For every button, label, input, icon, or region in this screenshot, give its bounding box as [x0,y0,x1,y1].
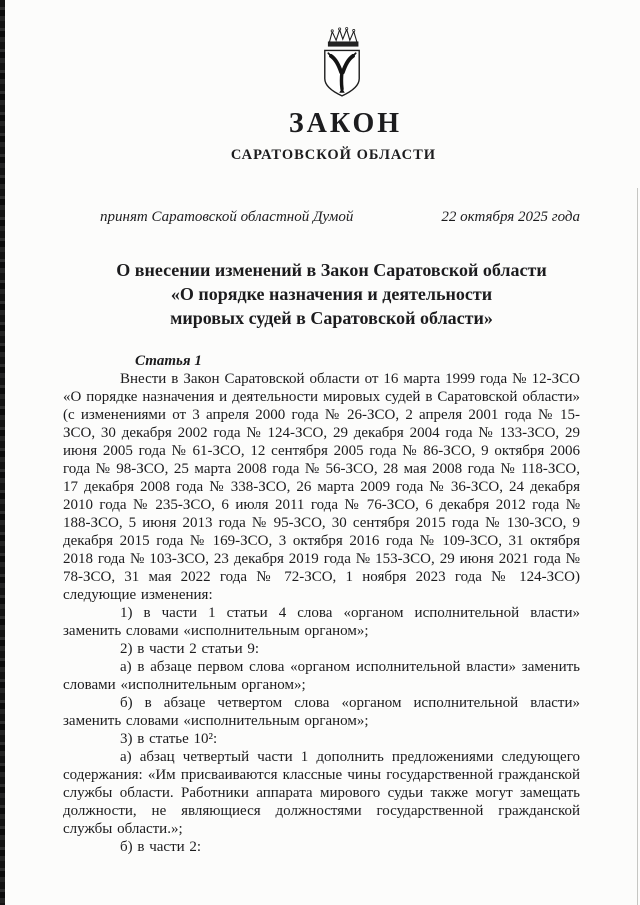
adoption-line [63,208,580,227]
paragraph-intro-amendments: Внести в Закон Саратовской области от 16 марта 1999 года № 12-ЗСО «О порядке назначения и деятельности мировых судей в Саратовской области» (с изменениями от 3 апреля 2000 года № 26-ЗСО, 2 апреля 2001 года № 15-ЗСО, 30 декабря 2002 года № 124-ЗСО, 29 декабря 2004 года № 133-ЗСО, 29 июня 2005 года № 61-ЗСО, 12 сентября 2005 года № 86-ЗСО, 9 октября 2006 года № 98-ЗСО, 25 марта 2008 года № 56-ЗСО, 28 мая 2008 года № 118-ЗСО, 17 декабря 2008 года № 338-ЗСО, 26 марта 2009 года № 36-ЗСО, 24 декабря 2010 года № 235-ЗСО, 6 июля 2011 года № 76-ЗСО, 6 декабря 2012 года № 188-ЗСО, 5 июня 2013 года № 95-ЗСО, 30 сентября 2015 года № 130-ЗСО, 9 декабря 2015 года № 169-ЗСО, 3 октября 2016 года № 109-ЗСО, 31 октября 2018 года № 103-ЗСО, 23 декабря 2019 года № 153-ЗСО, 29 июня 2021 года № 78-ЗСО, 31 мая 2022 года № 72-ЗСО, 1 ноября 2023 года № 124-ЗСО) следующие изменения: [63,371,580,603]
scan-line-artifact [637,188,638,905]
law-title [73,258,590,330]
region-subheading: САРАТОВСКОЙ ОБЛАСТИ [230,147,437,163]
paragraph-item-2b: б) в абзаце четвертом слова «органом исполнительной власти» заменить словами «исполнительным органом»; [63,695,580,729]
paragraph-item-3a: а) абзац четвертый части 1 дополнить предложениями следующего содержания: «Им присваиваются классные чины государственной гражданской службы области. Работники аппарата мирового судьи также могут замещать должности, не являющиеся должностями государственной гражданской службы области.»; [63,749,580,837]
adopted-by-text: принят Саратовской областной Думой [100,209,354,225]
paragraph-item-2a: а) в абзаце первом слова «органом исполнительной власти» заменить словами «исполнительным органом»; [63,659,580,693]
law-title-line-1: О внесении изменений в Закон Саратовской области [116,260,547,280]
emblem-container [83,0,600,104]
article-1-heading: Статья 1 [135,353,202,369]
paragraph-item-3b: б) в части 2: [120,839,202,855]
paragraph-item-2: 2) в части 2 статьи 9: [120,641,260,657]
law-title-line-3: мировых судей в Саратовской области» [170,308,493,328]
document-type-heading: ЗАКОН [288,108,403,139]
law-title-line-2: «О порядке назначения и деятельности [170,284,493,304]
paragraph-item-1: 1) в части 1 статьи 4 слова «органом исполнительной власти» заменить словами «исполнительным органом»; [63,605,580,639]
adoption-date: 22 октября 2025 года [441,209,580,225]
paragraph-item-3: 3) в статье 10²: [120,731,218,747]
saratov-coat-of-arms-icon [318,27,366,99]
document-page [63,0,580,856]
scan-edge-artifact [0,0,5,905]
